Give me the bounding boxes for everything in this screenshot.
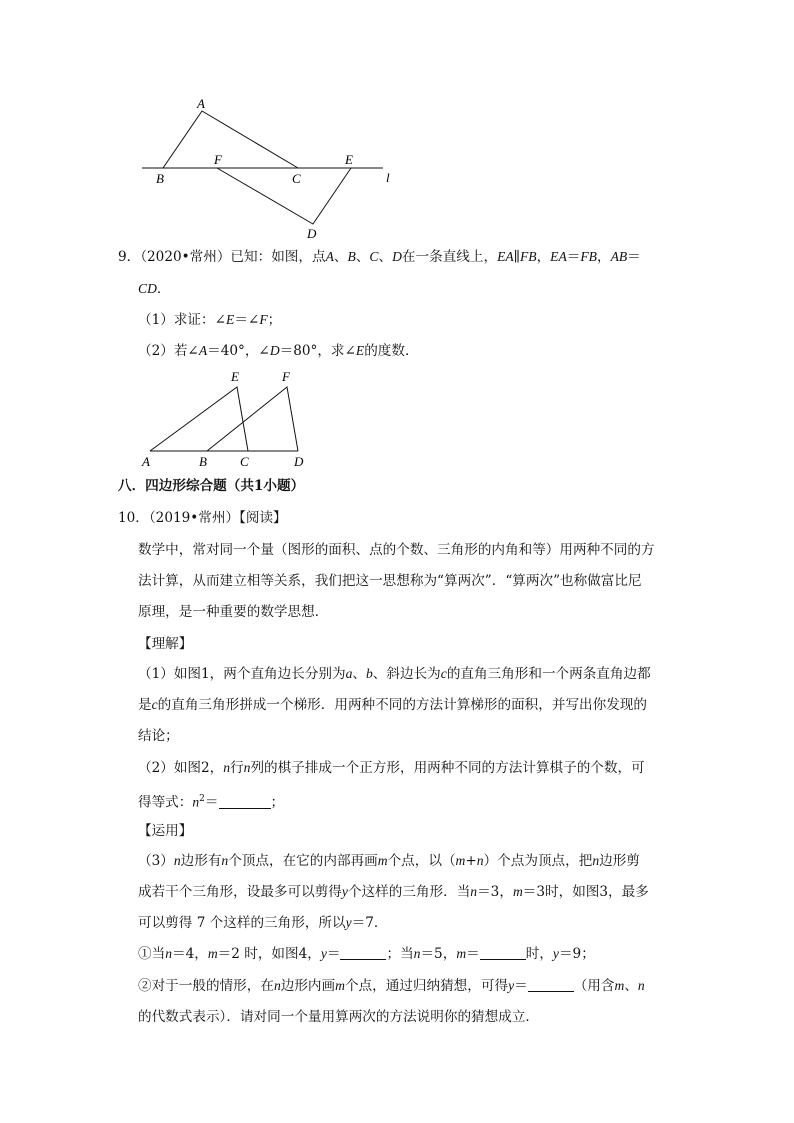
q10-understand-heading: 【理解】	[138, 636, 193, 652]
q10-u-line-2: 是c的直角三角形拼成一个梯形．用两种不同的方法计算梯形的面积，并写出你发现的	[138, 697, 648, 713]
label-E: E	[345, 152, 353, 167]
q10-case-2-cont: 的代数式表示）．请对同一个量用算两次的方法说明你的猜想成立．	[138, 1009, 540, 1025]
q10-case-1: ①当n＝4，m＝2 时，如图4，y＝ ；当n＝5，m＝ 时，y＝9；	[138, 946, 595, 962]
figure-two-triangles	[130, 366, 320, 471]
q9-part-1: （1）求证：∠E＝∠F；	[138, 312, 282, 328]
answer-blank[interactable]	[480, 945, 526, 960]
answer-blank[interactable]	[340, 945, 386, 960]
label-A: A	[142, 454, 150, 469]
q10-read-1: 数学中，常对同一个量（图形的面积、点的个数、三角形的内角和等）用两种不同的方	[138, 542, 655, 558]
label-F: F	[282, 369, 290, 384]
q9-line-2: CD．	[138, 281, 171, 297]
label-F: F	[214, 152, 222, 167]
label-C: C	[240, 454, 249, 469]
q10-u-line-1: （1）如图1，两个直角边长分别为a、b、斜边长为c的直角三角形和一个两条直角边都	[138, 666, 651, 682]
q10-apply-heading: 【运用】	[138, 823, 193, 839]
answer-blank[interactable]	[219, 794, 271, 809]
label-B: B	[199, 454, 207, 469]
q10-a-line-1: （3）n边形有n个顶点，在它的内部再画m个点，以（m+n）个点为顶点，把n边形剪	[138, 853, 640, 869]
q9-line-1: 9．（2020•常州）已知：如图，点A、B、C、D在一条直线上，EA∥FB，EA＝FB，AB＝	[118, 249, 641, 265]
label-E: E	[231, 369, 239, 384]
q10-u-line-4: （2）如图2，n行n列的棋子排成一个正方形，用两种不同的方法计算棋子的个数，可	[138, 760, 645, 776]
label-D: D	[307, 226, 317, 241]
label-A: A	[197, 96, 205, 111]
q10-u-line-3: 结论；	[138, 728, 179, 744]
label-C: C	[292, 171, 301, 186]
label-B: B	[156, 171, 164, 186]
q10-read-3: 原理，是一种重要的数学思想．	[138, 604, 329, 620]
q10-read-2: 法计算，从而建立相等关系，我们把这一思想称为“算两次”．“算两次”也称做富比尼	[138, 573, 642, 589]
answer-blank[interactable]	[528, 977, 574, 992]
q10-a-line-3: 可以剪得 7 个这样的三角形，所以y＝7．	[138, 915, 388, 931]
q10-header: 10．（2019•常州）【阅读】	[118, 510, 287, 526]
figure-triangles-on-line	[130, 92, 410, 242]
section-heading: 八．四边形综合题（共1小题）	[118, 478, 305, 494]
label-D: D	[294, 454, 304, 469]
q10-u-line-5: 得等式：$n^2=$ ；	[138, 794, 285, 811]
q10-case-2: ②对于一般的情形，在n边形内画m个点，通过归纳猜想，可得y＝ （用含m、n	[138, 978, 645, 994]
label-l: l	[386, 170, 390, 185]
q10-a-line-2: 成若干个三角形，设最多可以剪得y个这样的三角形．当n＝3，m＝3时，如图3，最多	[138, 884, 649, 900]
q9-part-2: （2）若∠A＝40°，∠D＝80°，求∠E的度数．	[138, 343, 419, 359]
